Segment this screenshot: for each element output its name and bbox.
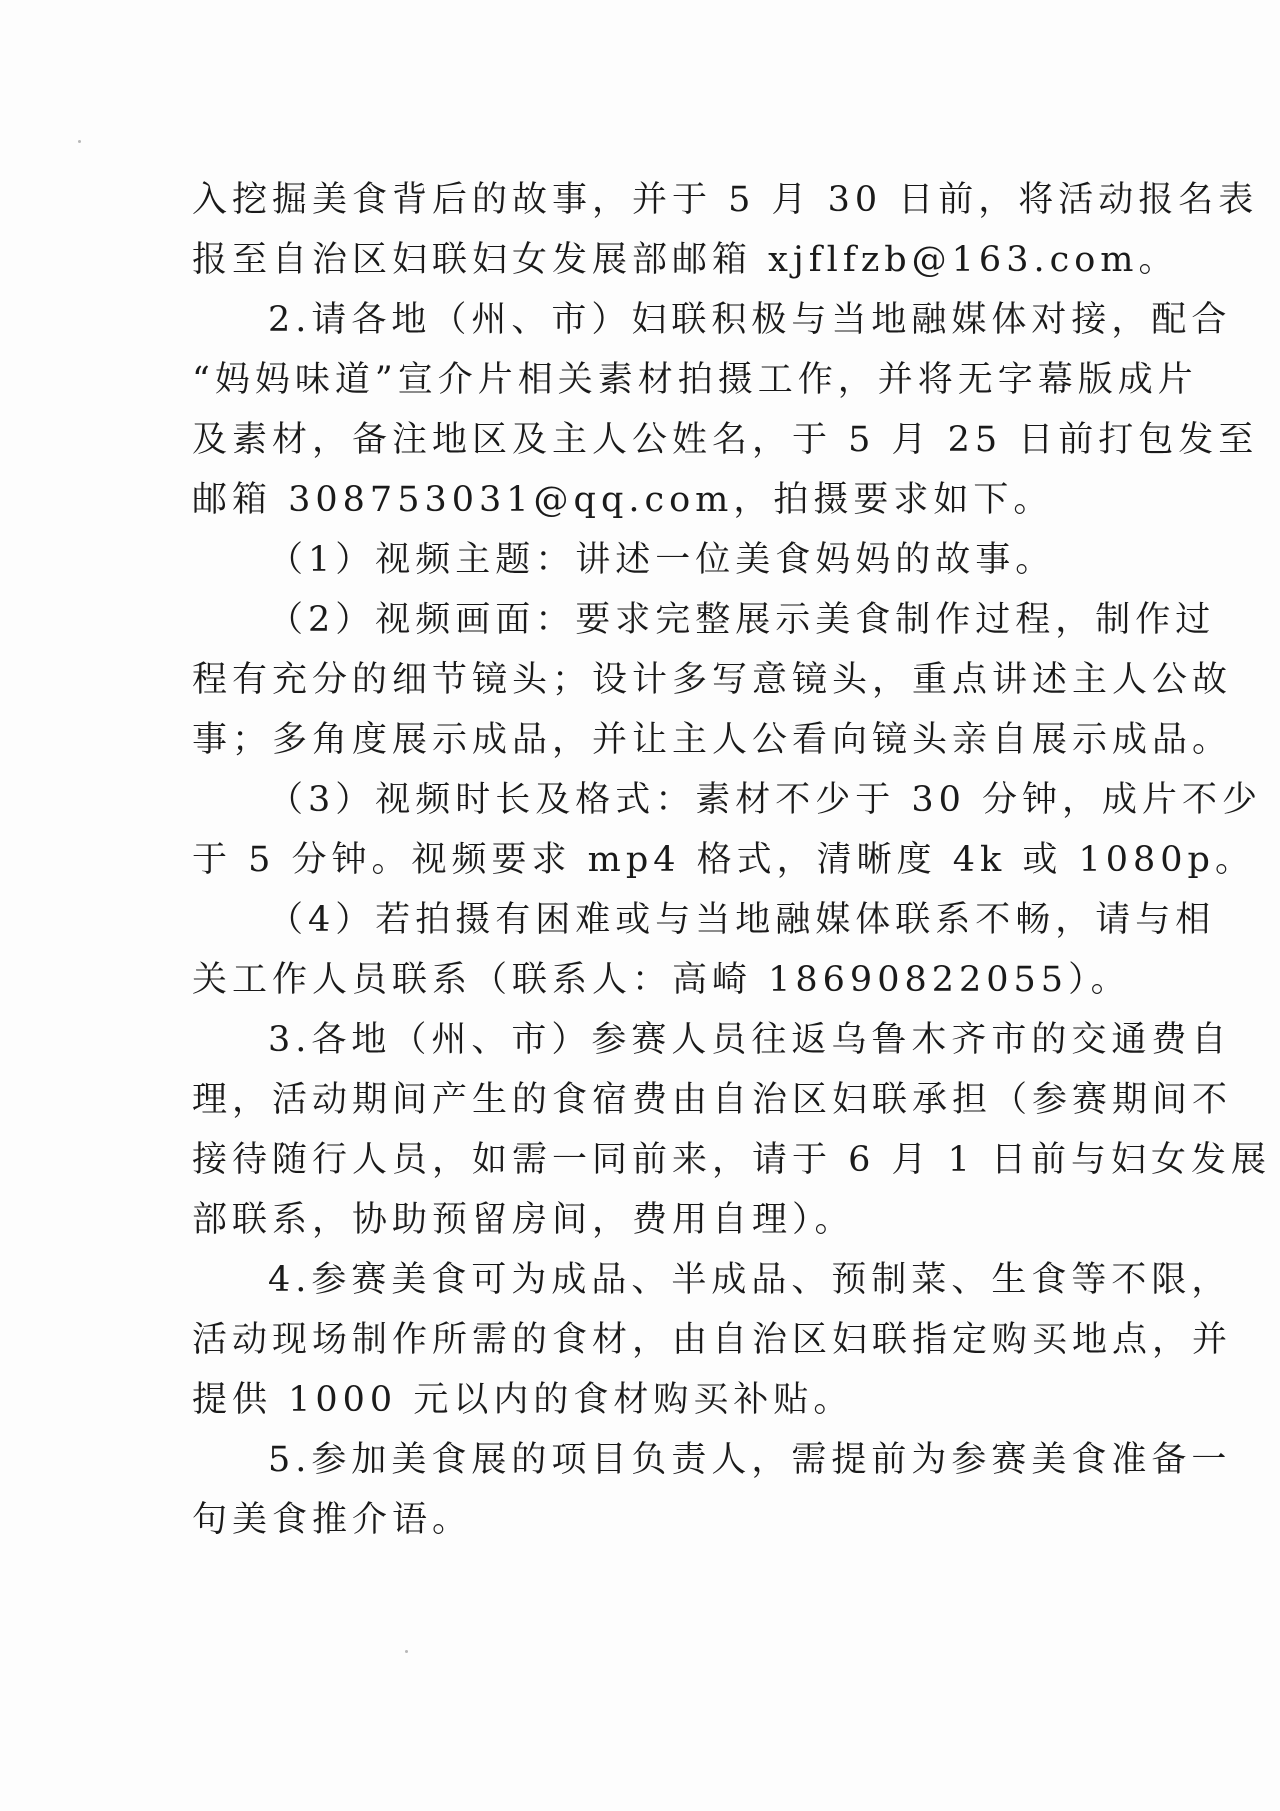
text-line: 关工作人员联系（联系人：高崎 18690822055）。: [192, 960, 1131, 1000]
scan-speck: [78, 140, 81, 143]
scan-speck: [405, 1650, 408, 1653]
text-line: 及素材，备注地区及主人公姓名，于 5 月 25 日前打包发至: [192, 420, 1259, 460]
text-line: 4.参赛美食可为成品、半成品、预制菜、生食等不限，: [268, 1260, 1232, 1300]
text-line: 入挖掘美食背后的故事，并于 5 月 30 日前，将活动报名表: [192, 180, 1259, 220]
text-line: “妈妈味道”宣介片相关素材拍摄工作，并将无字幕版成片: [192, 360, 1198, 400]
document-body: [192, 170, 1272, 1550]
text-line: 活动现场制作所需的食材，由自治区妇联指定购买地点，并: [192, 1320, 1233, 1360]
text-line: 理，活动期间产生的食宿费由自治区妇联承担（参赛期间不: [192, 1080, 1233, 1120]
text-line: 程有充分的细节镜头；设计多写意镜头，重点讲述主人公故: [192, 660, 1233, 700]
text-line: 3.各地（州、市）参赛人员往返乌鲁木齐市的交通费自: [268, 1020, 1232, 1060]
text-line: 事；多角度展示成品，并让主人公看向镜头亲自展示成品。: [192, 720, 1233, 760]
text-line: 于 5 分钟。视频要求 mp4 格式，清晰度 4k 或 1080p。: [192, 840, 1255, 880]
text-line: （3）视频时长及格式：素材不少于 30 分钟，成片不少: [268, 780, 1263, 820]
text-line: 报至自治区妇联妇女发展部邮箱 xjflfzb@163.com。: [192, 240, 1179, 280]
text-line: 部联系，协助预留房间，费用自理）。: [192, 1200, 855, 1240]
text-line: 接待随行人员，如需一同前来，请于 6 月 1 日前与妇女发展: [192, 1140, 1272, 1180]
text-line: （2）视频画面：要求完整展示美食制作过程，制作过: [268, 600, 1216, 640]
body-text: [192, 170, 1272, 1550]
text-line: （4）若拍摄有困难或与当地融媒体联系不畅，请与相: [268, 900, 1216, 940]
text-line: 句美食推介语。: [192, 1500, 473, 1540]
text-line: 提供 1000 元以内的食材购买补贴。: [192, 1380, 854, 1420]
text-line: （1）视频主题：讲述一位美食妈妈的故事。: [268, 540, 1056, 580]
text-line: 2.请各地（州、市）妇联积极与当地融媒体对接，配合: [268, 300, 1232, 340]
text-line: 邮箱 308753031@qq.com，拍摄要求如下。: [192, 480, 1054, 520]
text-line: 5.参加美食展的项目负责人，需提前为参赛美食准备一: [268, 1440, 1232, 1480]
